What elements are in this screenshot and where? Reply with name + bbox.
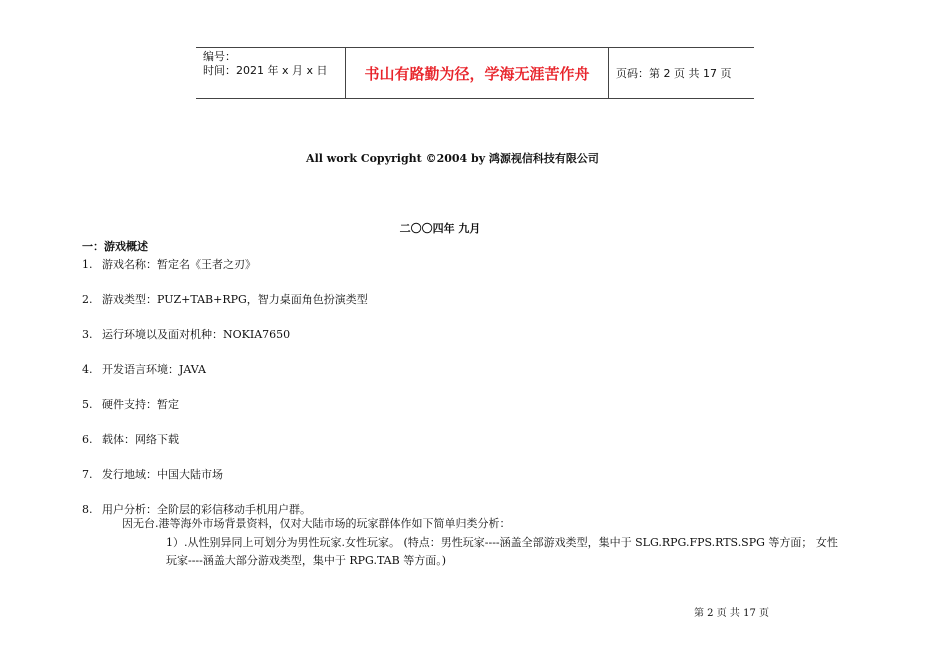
header-motto: 书山有路勤为径，学海无涯苦作舟	[345, 48, 609, 98]
analysis-intro: 因无台.港等海外市场背景资料，仅对大陆市场的玩家群体作如下简单归类分析：	[122, 517, 511, 530]
copyright-line: All work Copyright ©2004 by 鸿源视信科技有限公司	[306, 152, 599, 165]
list-item: 7. 发行地域：中国大陆市场	[82, 468, 223, 481]
list-item: 5. 硬件支持：暂定	[82, 398, 179, 411]
page-footer: 第 2 页 共 17 页	[694, 608, 769, 619]
header-page-label: 页码：第 2 页 共 17 页	[616, 67, 732, 80]
analysis-line-2: 玩家----涵盖大部分游戏类型，集中于 RPG.TAB 等方面。)	[166, 554, 446, 567]
analysis-line-1: 1）.从性别异同上可划分为男性玩家.女性玩家。 (特点：男性玩家----涵盖全部游戏类型，集中于 SLG.RPG.FPS.RTS.SPG 等方面； 女性	[166, 536, 838, 549]
time-label: 时间：2021 年 x 月 x 日	[203, 64, 328, 77]
number-label: 编号：	[203, 50, 236, 63]
list-item: 2. 游戏类型：PUZ+TAB+RPG，智力桌面角色扮演类型	[82, 293, 368, 306]
list-item: 8. 用户分析：全阶层的彩信移动手机用户群。	[82, 503, 311, 516]
section-title: 一：游戏概述	[82, 240, 148, 253]
list-item: 1. 游戏名称：暂定名《王者之刃》	[82, 258, 256, 271]
list-item: 3. 运行环境以及面对机种：NOKIA7650	[82, 328, 291, 341]
document-date: 二〇〇四年 九月	[399, 222, 481, 235]
list-item: 6. 载体：网络下载	[82, 433, 179, 446]
header-table	[196, 47, 754, 99]
header-left-cell	[196, 48, 345, 98]
list-item: 4. 开发语言环境：JAVA	[82, 363, 206, 376]
